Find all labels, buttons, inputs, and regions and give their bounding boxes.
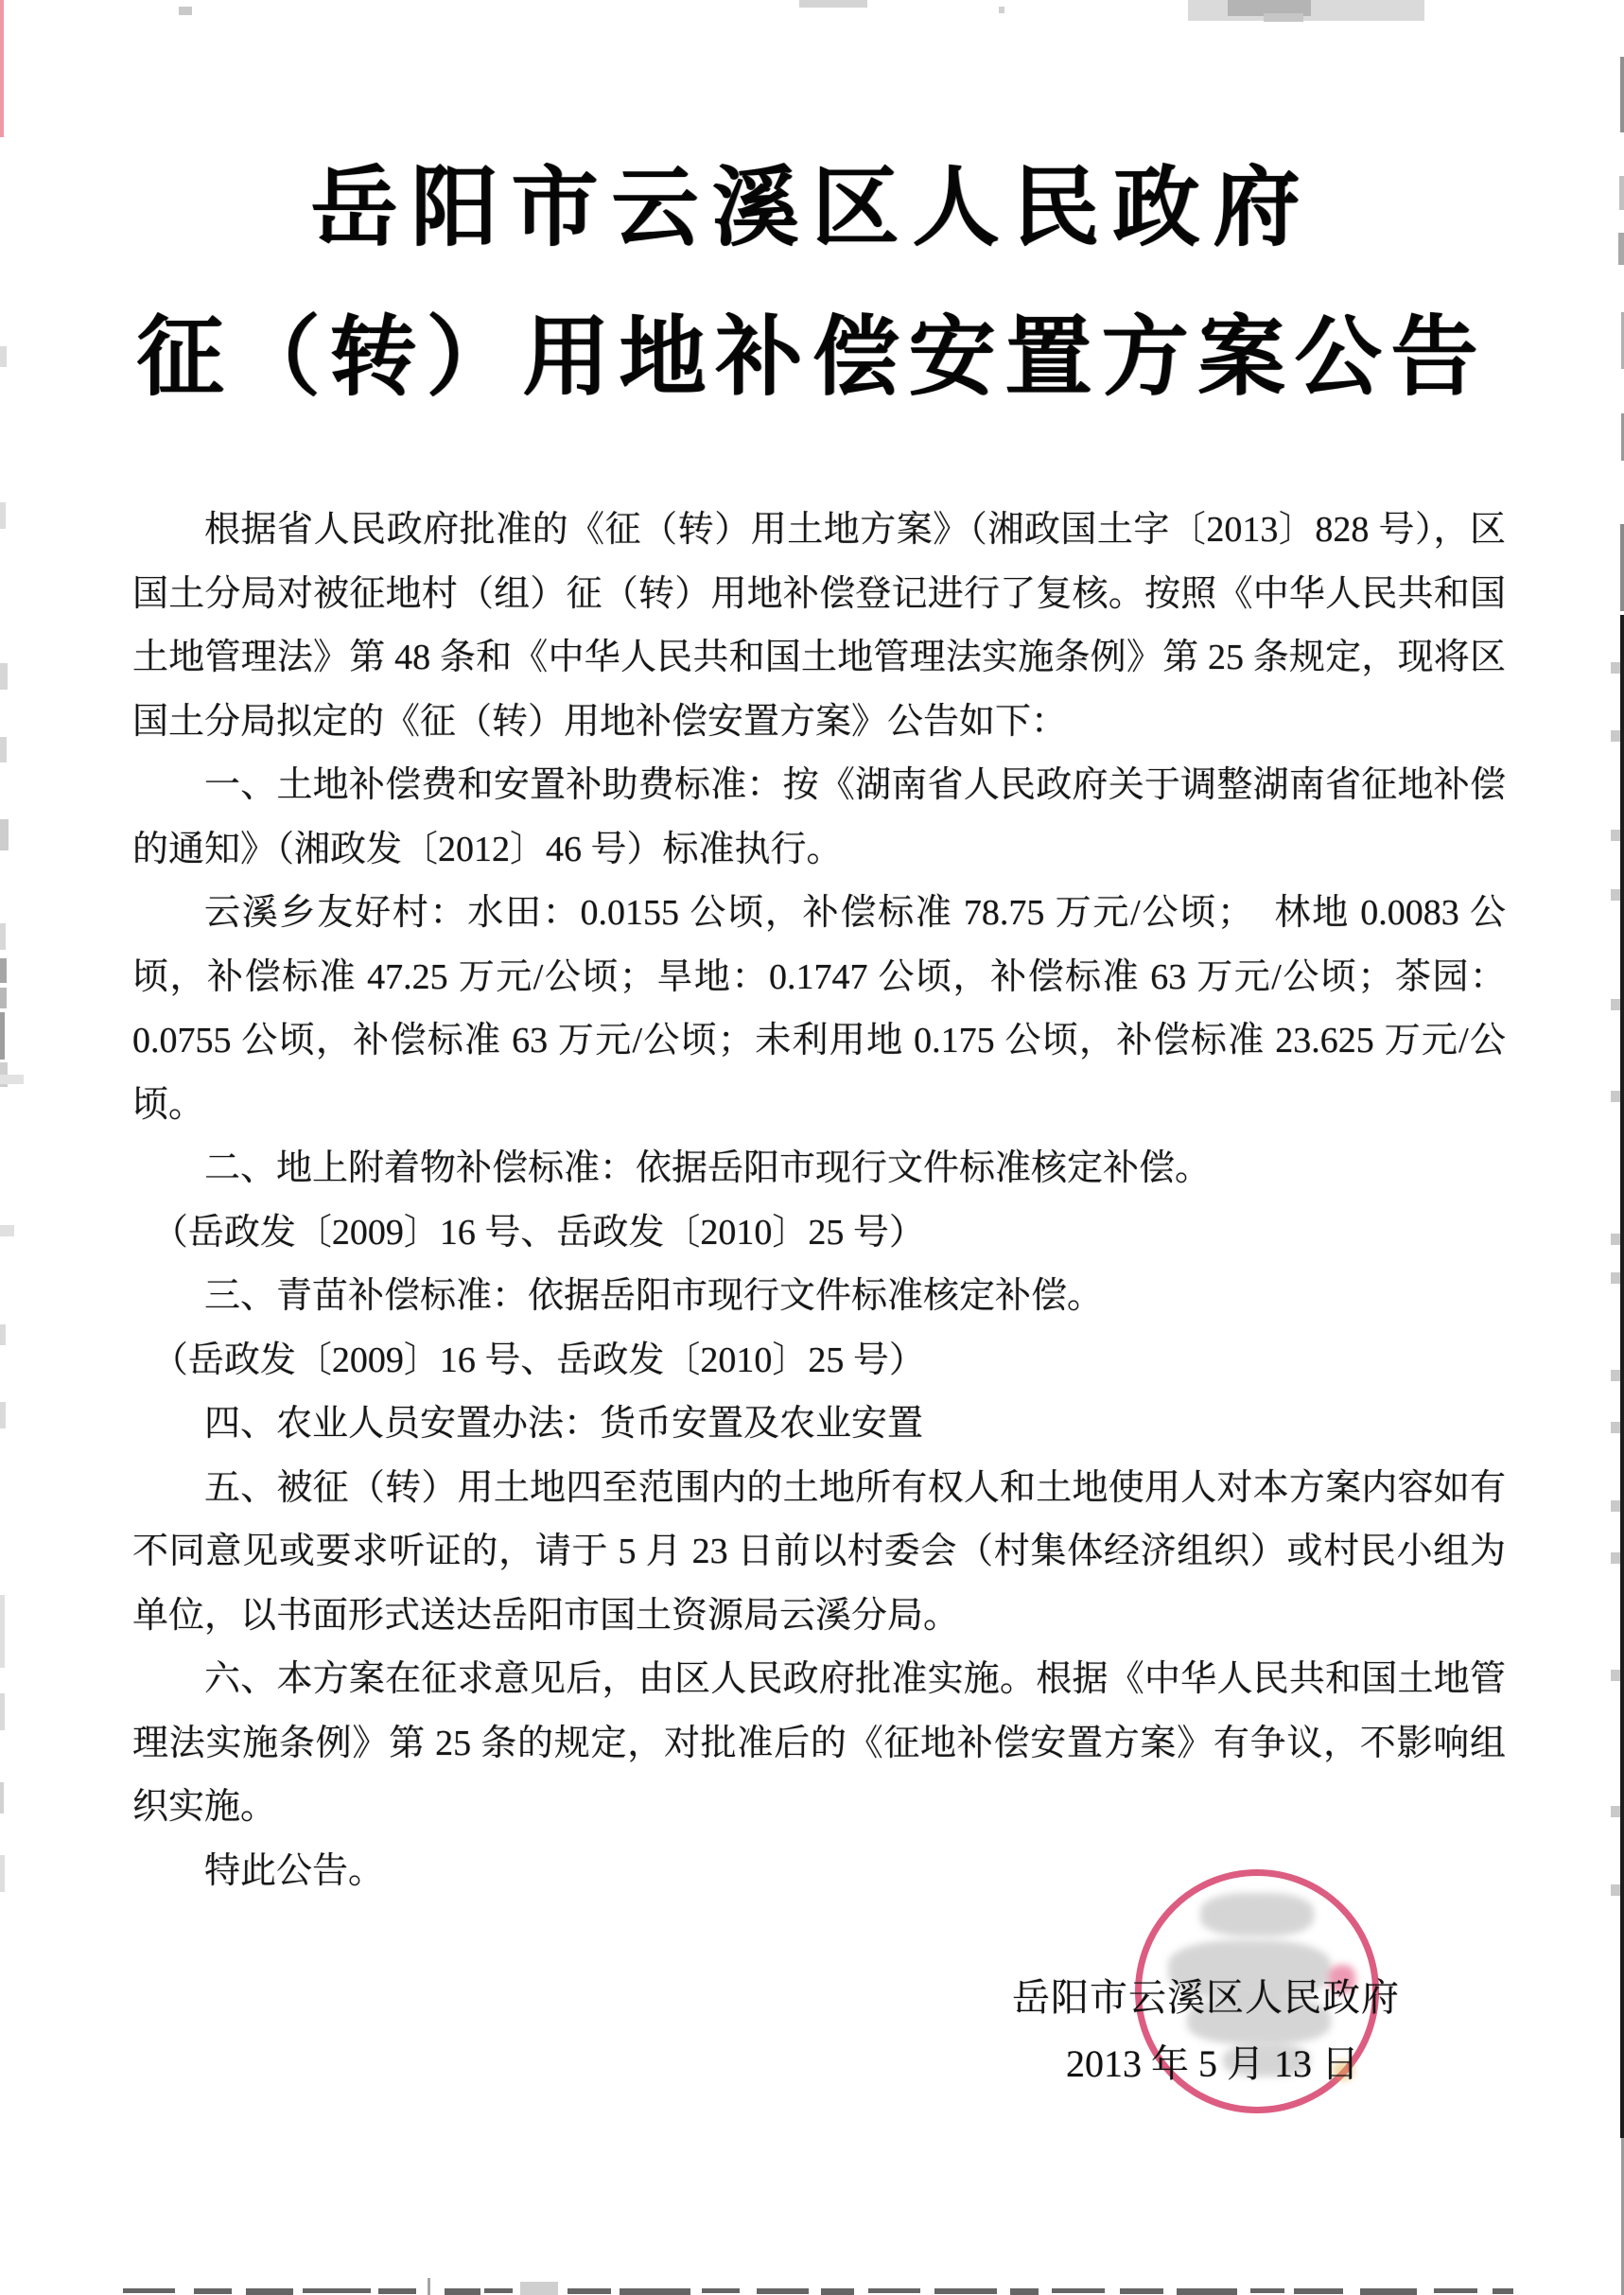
paragraph-doc-refs-1: （岳政发〔2009〕16 号、岳政发〔2010〕25 号） [151,1212,925,1253]
document-title-line2: 征（转）用地补偿安置方案公告 [136,309,1488,406]
scan-artifact [999,7,1004,13]
scan-artifact [1120,2288,1163,2294]
scan-artifact [378,2288,416,2294]
paragraph-item3-seedlings: 三、青苗补偿标准：依据岳阳市现行文件标准核定补偿。 [204,1276,1104,1316]
scan-artifact [1611,830,1620,841]
scan-artifact [821,2288,854,2295]
scan-artifact [1611,1091,1620,1102]
scan-artifact [0,502,6,529]
scan-artifact [123,2288,175,2293]
scan-artifact [1052,2288,1105,2293]
scan-artifact [0,1782,4,1813]
scan-artifact [1611,1234,1620,1245]
scan-artifact [445,2288,480,2295]
scan-artifact [1618,233,1624,265]
scan-artifact [1620,524,1624,611]
scan-artifact [0,1693,5,1730]
document-title-line1: 岳阳市云溪区人民政府 [310,160,1314,256]
scan-artifact [1611,1670,1620,1681]
scan-artifact [0,1225,14,1236]
scan-artifact [1611,999,1620,1010]
scan-artifact [1611,1552,1620,1564]
scan-artifact [1611,889,1620,901]
scan-artifact [868,2288,920,2293]
scan-artifact [1620,57,1624,132]
scan-artifact [1611,1370,1620,1381]
paragraph-item1-standards: 一、土地补偿费和安置补助费标准：按《湖南省人民政府关于调整湖南省征地补偿的通知》（湘政发〔2012〕46 号）标准执行。 [132,765,1506,869]
paragraph-village-rates: 云溪乡友好村：水田：0.0155 公顷，补偿标准 78.75 万元/公顷； 林地 0.0083 公顷，补偿标准 47.25 万元/公顷；旱地：0.1747 公顷，补偿标准 63 万元/公顷；茶园：0.0755 公顷，补偿标准 63 万元/公顷；未利用地 0.175 公顷，补偿标准 23.625 万元/公顷。 [132,893,1506,1125]
scan-artifact [620,2288,690,2295]
scan-artifact [484,2288,513,2293]
paragraph-item2-attachments: 二、地上附着物补偿标准：依据岳阳市现行文件标准核定补偿。 [204,1148,1212,1188]
scan-artifact [246,2288,293,2295]
scan-artifact [1611,1422,1620,1433]
scan-artifact [1493,2288,1513,2294]
scan-artifact [799,0,867,8]
scan-artifact [194,2288,232,2294]
scan-artifact [1619,176,1624,210]
paragraph-doc-refs-2: （岳政发〔2009〕16 号、岳政发〔2010〕25 号） [151,1340,925,1380]
document-body [132,499,1506,1903]
scan-artifact [0,1075,24,1084]
scan-artifact [568,2288,611,2294]
scan-artifact [0,988,7,1008]
scan-artifact [0,1595,5,1668]
scan-artifact [1264,13,1303,22]
scan-artifact [702,2288,740,2293]
scan-artifact [1360,2288,1417,2295]
scan-artifact [1294,2288,1343,2294]
paragraph-item5-hearing: 五、被征（转）用土地四至范围内的土地所有权人和土地使用人对本方案内容如有不同意见或要求听证的，请于 5 月 23 日前以村委会（村集体经济组织）或村民小组为单位，以书面形式送达岳阳市国土资源局云溪分局。 [132,1467,1506,1636]
scan-artifact [1620,615,1624,2138]
scan-artifact [1611,1806,1620,1817]
scan-artifact [0,1855,5,1892]
scan-artifact [179,7,192,15]
scan-artifact [934,2288,997,2294]
scan-artifact [520,2282,558,2295]
signature-organization: 岳阳市云溪区人民政府 [1012,1976,1400,2019]
scan-artifact [0,0,4,137]
scan-artifact [1611,730,1620,742]
scan-artifact [303,2288,371,2293]
scan-artifact [1250,2288,1284,2293]
scan-artifact [0,1402,6,1428]
scan-artifact [0,1324,6,1345]
scan-artifact [1434,2288,1477,2293]
paragraph-intro: 根据省人民政府批准的《征（转）用土地方案》（湘政国土字〔2013〕828 号），区国土分局对被征地村（组）征（转）用地补偿登记进行了复核。按照《中华人民共和国土地管理法》第 48 条和《中华人民共和国土地管理法实施条例》第 25 条规定，现将区国土分局拟定的《征（转）用地补偿安置方案》公告如下： [132,510,1506,742]
paragraph-item6-implement: 六、本方案在征求意见后，由区人民政府批准实施。根据《中华人民共和国土地管理法实施条例》第 25 条的规定，对批准后的《征地补偿安置方案》有争议，不影响组织实施。 [132,1659,1506,1827]
scan-artifact [0,923,6,950]
scan-artifact [0,663,8,690]
paragraph-closing: 特此公告。 [204,1850,385,1891]
scan-artifact [757,2288,809,2294]
scan-artifact [1611,662,1620,674]
scan-artifact [1611,1272,1620,1284]
scan-artifact [0,1012,5,1060]
scan-artifact [0,819,9,850]
paragraph-item4-resettle: 四、农业人员安置办法：货币安置及农业安置 [204,1404,924,1444]
scan-artifact [0,737,7,762]
signature-date: 2013 年 5 月 13 日 [1066,2042,1359,2085]
scan-artifact [1010,2288,1039,2295]
scan-artifact [1611,1500,1620,1512]
scan-artifact [1177,2288,1237,2295]
scan-artifact [0,346,7,367]
scan-artifact [1611,1884,1620,1896]
scan-artifact [0,958,7,983]
scan-artifact [428,2278,430,2295]
